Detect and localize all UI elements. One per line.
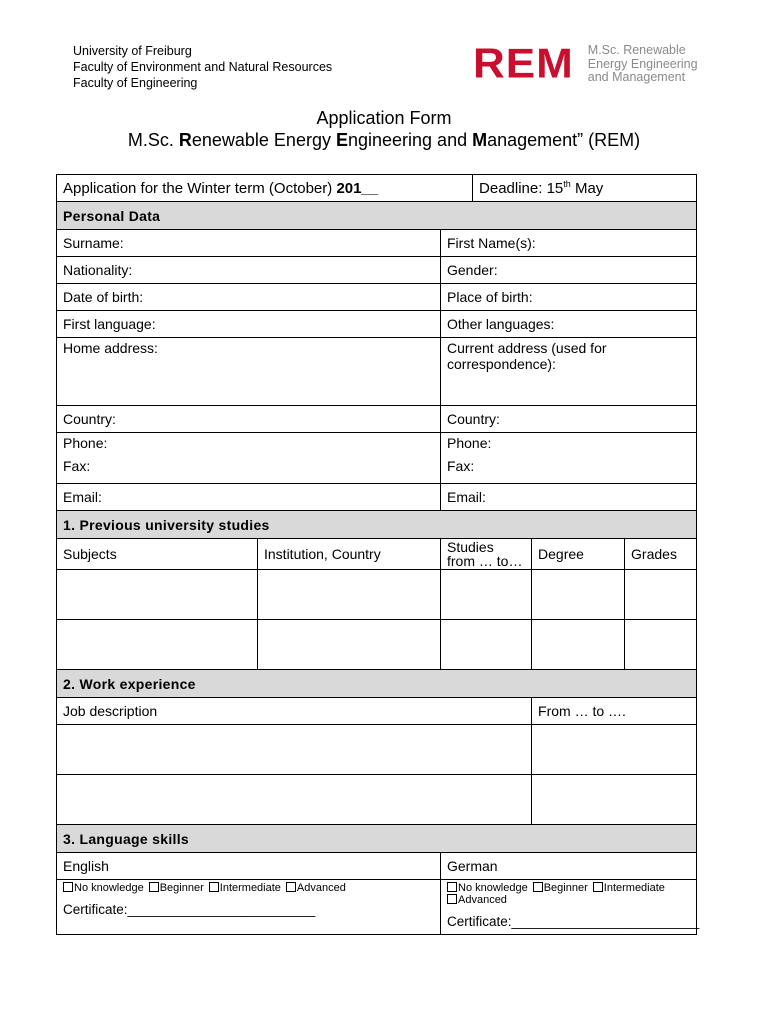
german-level-options bbox=[447, 882, 690, 906]
studies-period-cell[interactable] bbox=[441, 570, 532, 620]
german-beginner-option[interactable] bbox=[533, 882, 588, 894]
work-col-job: Job description bbox=[57, 698, 532, 725]
studies-col-institution: Institution, Country bbox=[258, 539, 441, 570]
deadline-suffix: th bbox=[563, 179, 571, 189]
studies-degree-cell[interactable] bbox=[532, 620, 625, 670]
application-form-table bbox=[56, 174, 700, 935]
current-email-field[interactable]: Email: bbox=[441, 484, 697, 511]
option-label: Beginner bbox=[543, 882, 588, 894]
nationality-field[interactable]: Nationality: bbox=[57, 257, 441, 284]
current-address-field[interactable]: Current address (used for correspondence): bbox=[441, 338, 697, 406]
german-certificate-field[interactable]: Certificate:_________________________ bbox=[447, 914, 700, 929]
work-column-headers bbox=[57, 698, 697, 725]
language-english-label: English bbox=[57, 853, 441, 880]
rem-logo bbox=[473, 42, 698, 86]
home-address-field[interactable]: Home address: bbox=[57, 338, 441, 406]
studies-row bbox=[57, 620, 697, 670]
home-email-field[interactable]: Email: bbox=[57, 484, 441, 511]
studies-institution-cell[interactable] bbox=[258, 620, 441, 670]
work-row bbox=[57, 775, 697, 825]
option-label: Beginner bbox=[159, 882, 204, 894]
home-phone-label: Phone: bbox=[63, 435, 108, 451]
english-intermediate-option[interactable] bbox=[209, 882, 281, 894]
program-initial-e: E bbox=[335, 130, 348, 150]
home-country-field[interactable]: Country: bbox=[57, 406, 441, 433]
work-from-to-cell[interactable] bbox=[532, 725, 697, 775]
studies-row bbox=[57, 570, 697, 620]
option-label: Intermediate bbox=[603, 882, 665, 894]
checkbox-icon[interactable] bbox=[593, 882, 603, 892]
studies-grades-cell[interactable] bbox=[625, 570, 697, 620]
deadline-month: May bbox=[570, 180, 604, 197]
term-row bbox=[57, 175, 697, 202]
german-no-knowledge-option[interactable] bbox=[447, 882, 528, 894]
place-of-birth-field[interactable]: Place of birth: bbox=[441, 284, 697, 311]
personal-data-header: Personal Data bbox=[57, 202, 697, 230]
other-languages-field[interactable]: Other languages: bbox=[441, 311, 697, 338]
studies-degree-cell[interactable] bbox=[532, 570, 625, 620]
gender-field[interactable]: Gender: bbox=[441, 257, 697, 284]
program-word-renewable: enewable Energy bbox=[191, 130, 336, 150]
german-level-cell bbox=[441, 880, 700, 935]
program-initial-r: R bbox=[178, 130, 192, 150]
checkbox-icon[interactable] bbox=[533, 882, 543, 892]
english-level-cell bbox=[57, 880, 441, 935]
current-fax-label: Fax: bbox=[447, 458, 475, 474]
studies-subjects-cell[interactable] bbox=[57, 620, 258, 670]
work-from-to-cell[interactable] bbox=[532, 775, 697, 825]
logo-line-1: M.Sc. Renewable bbox=[587, 43, 686, 57]
english-level-options bbox=[63, 882, 434, 894]
deadline-label: Deadline: 15 bbox=[479, 180, 564, 197]
rem-logo-text bbox=[588, 44, 698, 85]
first-names-field[interactable]: First Name(s): bbox=[441, 230, 697, 257]
studies-column-headers bbox=[57, 539, 697, 570]
term-year: 201__ bbox=[336, 179, 379, 197]
work-experience-header: 2. Work experience bbox=[57, 670, 697, 698]
english-certificate-field[interactable]: Certificate:_________________________ bbox=[63, 902, 316, 917]
german-advanced-option[interactable] bbox=[447, 894, 507, 906]
current-phone-label: Phone: bbox=[447, 435, 492, 451]
term-label: Application for the Winter term (October) bbox=[63, 179, 337, 197]
date-of-birth-field[interactable]: Date of birth: bbox=[57, 284, 441, 311]
work-row bbox=[57, 725, 697, 775]
studies-period-cell[interactable] bbox=[441, 620, 532, 670]
option-label: Advanced bbox=[296, 882, 346, 894]
studies-col-subjects: Subjects bbox=[57, 539, 258, 570]
option-label: No knowledge bbox=[74, 882, 144, 894]
program-prefix: M.Sc. bbox=[127, 130, 179, 150]
checkbox-icon[interactable] bbox=[447, 882, 457, 892]
language-skills-header: 3. Language skills bbox=[57, 825, 697, 853]
checkbox-icon[interactable] bbox=[209, 882, 219, 892]
logo-line-2: Energy Engineering bbox=[587, 56, 698, 71]
studies-col-period: Studies from … to… bbox=[441, 539, 532, 570]
checkbox-icon[interactable] bbox=[447, 894, 457, 904]
studies-subjects-cell[interactable] bbox=[57, 570, 258, 620]
current-phone-fax-cell[interactable] bbox=[441, 433, 697, 484]
english-beginner-option[interactable] bbox=[149, 882, 204, 894]
program-title bbox=[0, 130, 768, 151]
checkbox-icon[interactable] bbox=[63, 882, 73, 892]
home-fax-label: Fax: bbox=[63, 458, 91, 474]
english-no-knowledge-option[interactable] bbox=[63, 882, 144, 894]
option-label: Advanced bbox=[458, 894, 507, 906]
rem-logo-mark: REM bbox=[473, 40, 574, 87]
english-advanced-option[interactable] bbox=[286, 882, 346, 894]
deadline-cell bbox=[473, 175, 697, 202]
program-word-management: anagement” (REM) bbox=[487, 130, 641, 150]
home-phone-fax-cell[interactable] bbox=[57, 433, 441, 484]
surname-field[interactable]: Surname: bbox=[57, 230, 441, 257]
university-name: University of Freiburg bbox=[73, 44, 192, 58]
option-label: No knowledge bbox=[458, 882, 528, 894]
german-intermediate-option[interactable] bbox=[593, 882, 665, 894]
studies-grades-cell[interactable] bbox=[625, 620, 697, 670]
studies-col-grades: Grades bbox=[625, 539, 697, 570]
current-country-field[interactable]: Country: bbox=[441, 406, 697, 433]
form-title: Application Form bbox=[316, 108, 452, 128]
first-language-field[interactable]: First language: bbox=[57, 311, 441, 338]
studies-col-degree: Degree bbox=[532, 539, 625, 570]
work-job-cell[interactable] bbox=[57, 775, 532, 825]
language-german-label: German bbox=[441, 853, 697, 880]
logo-line-3: and Management bbox=[587, 70, 686, 84]
work-col-from-to: From … to …. bbox=[532, 698, 697, 725]
work-job-cell[interactable] bbox=[57, 725, 532, 775]
checkbox-icon[interactable] bbox=[149, 882, 159, 892]
faculty-engineering: Faculty of Engineering bbox=[73, 76, 198, 90]
institution-header bbox=[73, 43, 332, 91]
faculty-environment: Faculty of Environment and Natural Resources bbox=[73, 60, 333, 74]
previous-studies-header: 1. Previous university studies bbox=[57, 511, 697, 539]
option-label: Intermediate bbox=[219, 882, 281, 894]
checkbox-icon[interactable] bbox=[286, 882, 296, 892]
term-cell[interactable] bbox=[57, 175, 473, 202]
studies-institution-cell[interactable] bbox=[258, 570, 441, 620]
program-word-engineering: ngineering and bbox=[347, 130, 473, 150]
program-initial-m: M bbox=[472, 130, 488, 150]
